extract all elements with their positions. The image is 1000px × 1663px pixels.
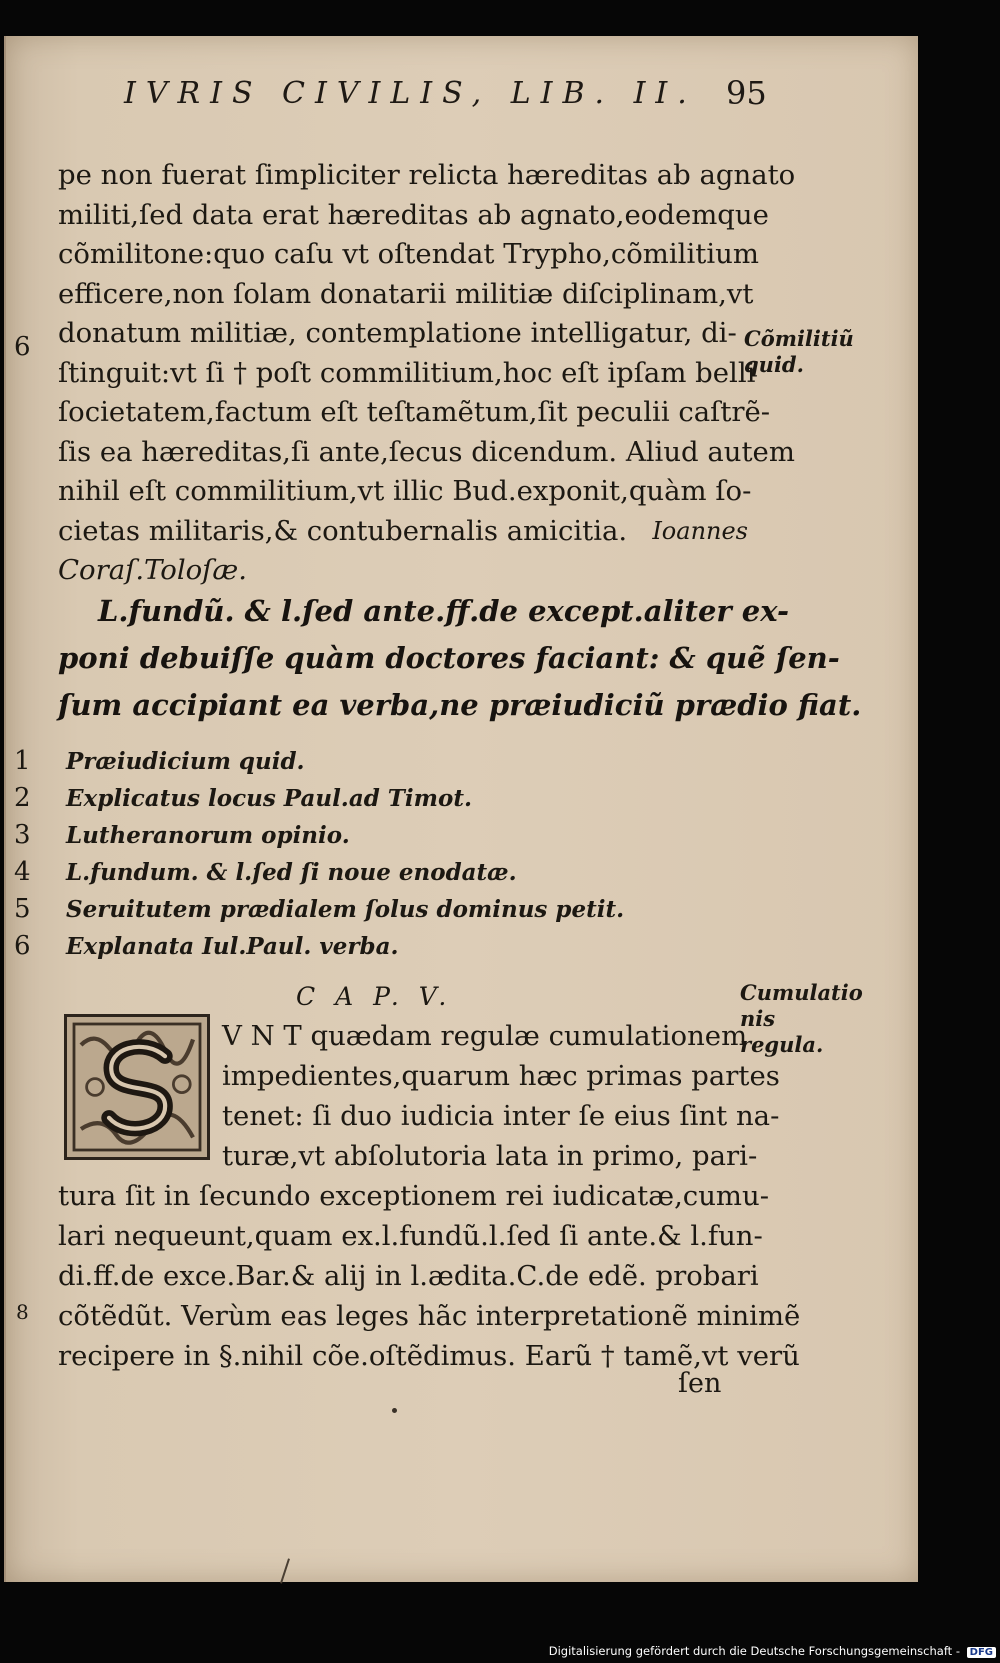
index-list — [14, 746, 734, 968]
index-number: 1 — [14, 746, 31, 776]
index-text: Explicatus locus Paul.ad Timot. — [66, 785, 472, 812]
text-line: recipere in §.nihil cõe.oſtẽdimus. Earũ † tamẽ,vt verũ — [58, 1340, 800, 1372]
author-place: Coraſ.Toloſæ. — [58, 554, 247, 586]
text-line: lari nequeunt,quam ex.l.fundũ.l.ſed ſi ante.& l.fun- — [58, 1220, 763, 1252]
margin-note-commilitium — [744, 326, 864, 378]
index-item — [14, 931, 734, 968]
text-line: militi,ſed data erat hæreditas ab agnato,eodemque — [58, 198, 769, 231]
index-item — [14, 783, 734, 820]
text-line: ſis ea hæreditas,ſi ante,ſecus dicendum. Aliud autem — [58, 435, 795, 468]
running-head: IVRIS CIVILIS, LIB. II. — [124, 76, 697, 111]
index-text: Lutheranorum opinio. — [66, 822, 350, 849]
index-text: Explanata Iul.Paul. verba. — [66, 933, 399, 960]
summary-line: poni debuiſſe quàm doctores faciant: & quẽ ſen- — [58, 641, 840, 675]
author-name: Ioannes — [652, 516, 748, 545]
summary-line: L.fundũ. & l.ſed ante.ff.de except.aliter ex- — [98, 594, 790, 628]
index-item — [14, 894, 734, 931]
margin-note-line: quid. — [744, 352, 804, 377]
margin-note-cumulatio — [740, 980, 863, 1058]
index-item — [14, 857, 734, 894]
text-line: impedientes,quarum hæc primas partes — [222, 1060, 780, 1092]
ink-dot — [392, 1408, 397, 1413]
text-line — [58, 512, 748, 552]
text-line: di.ff.de exce.Bar.& alij in l.ædita.C.de edẽ. probari — [58, 1260, 759, 1292]
ink-stroke — [280, 1558, 290, 1583]
catchword: ſen — [678, 1368, 722, 1399]
dfg-logo: DFG — [967, 1647, 996, 1658]
text-line: donatum militiæ, contemplatione intelligatur, di- — [58, 317, 737, 349]
chapter-summary — [58, 588, 862, 729]
page-number: 95 — [726, 74, 767, 112]
chapter-heading: C A P. V. — [296, 982, 453, 1011]
index-number: 3 — [14, 820, 31, 850]
index-text: L.fundum. & l.ſed ſi noue enodatæ. — [66, 859, 517, 886]
summary-line: ſum accipiant ea verba,ne præiudiciũ prædio fiat. — [58, 688, 862, 722]
text-line: cõmilitone:quo caſu vt oſtendat Trypho,cõmilitium — [58, 238, 759, 270]
index-text: Seruitutem prædialem ſolus dominus petit. — [66, 896, 625, 923]
index-number: 4 — [14, 857, 31, 887]
margin-note-line: Cumulatio — [740, 980, 863, 1005]
margin-note-line: nis regula. — [740, 1006, 824, 1057]
text-line: cõtẽdũt. Verùm eas leges hãc interpretationẽ minimẽ — [58, 1300, 801, 1332]
index-number: 5 — [14, 894, 31, 924]
text-line: pe non fuerat ſimpliciter relicta hæreditas ab agnato — [58, 159, 796, 191]
text-line: V N T quædam regulæ cumulationem — [222, 1020, 748, 1052]
text-line-main: cietas militaris,& contubernalis amicitia. — [58, 514, 628, 547]
text-line: tenet: ſi duo iudicia inter ſe eius ſint na- — [222, 1100, 780, 1132]
index-item — [14, 746, 734, 783]
book-page — [4, 36, 918, 1582]
text-line: nihil eſt commilitium,vt illic Bud.exponit,quàm ſo- — [58, 475, 752, 507]
text-line: efficere,non ſolam donatarii militiæ diſciplinam,vt — [58, 277, 754, 310]
text-line: tura ſit in ſecundo exceptionem rei iudicatæ,cumu- — [58, 1180, 769, 1212]
credit-text: Digitalisierung gefördert durch die Deutsche Forschungsgemeinschaft - — [548, 1644, 960, 1658]
margin-number-6: 6 — [14, 332, 31, 362]
margin-number-8: 8 — [16, 1300, 29, 1324]
margin-note-line: Cõmilitiũ — [744, 326, 854, 351]
index-text: Præiudicium quid. — [66, 748, 305, 775]
digitization-credit — [549, 1644, 996, 1658]
text-line: turæ,vt abſolutoria lata in primo, pari- — [222, 1140, 758, 1172]
text-line: ſocietatem,factum eſt teſtamẽtum,ſit peculii caſtrẽ- — [58, 396, 771, 428]
index-number: 2 — [14, 783, 31, 813]
text-line: ſtinguit:vt ſi † poſt commilitium,hoc eſt ipſam belli — [58, 356, 756, 389]
index-number: 6 — [14, 931, 31, 961]
index-item — [14, 820, 734, 857]
